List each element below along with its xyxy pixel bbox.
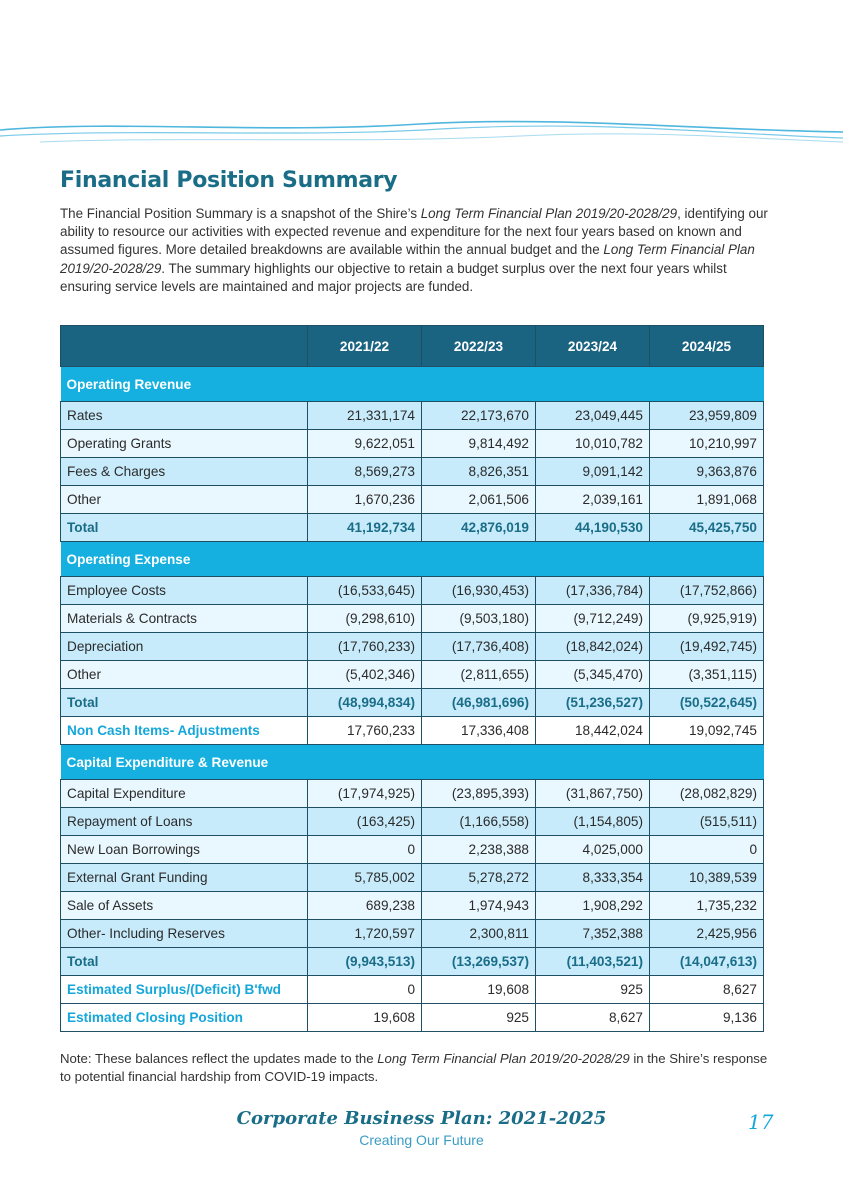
row-label: Non Cash Items- Adjustments bbox=[61, 717, 308, 745]
row-value: (28,082,829) bbox=[650, 780, 764, 808]
row-value: 2,425,956 bbox=[650, 920, 764, 948]
header-blank-cell bbox=[61, 326, 308, 367]
row-value: (46,981,696) bbox=[422, 689, 536, 717]
row-label: External Grant Funding bbox=[61, 864, 308, 892]
table-row bbox=[61, 633, 764, 661]
row-value: 17,336,408 bbox=[422, 717, 536, 745]
table-header-row bbox=[61, 326, 764, 367]
section-label: Capital Expenditure & Revenue bbox=[61, 745, 764, 780]
row-value: (9,943,513) bbox=[308, 948, 422, 976]
plan-name-italic: Long Term Financial Plan 2019/20-2028/29 bbox=[60, 242, 755, 276]
row-value: 21,331,174 bbox=[308, 402, 422, 430]
row-value: 2,039,161 bbox=[536, 486, 650, 514]
year-header: 2023/24 bbox=[536, 326, 650, 367]
noncash-row bbox=[61, 717, 764, 745]
row-value: 8,627 bbox=[536, 1004, 650, 1032]
header-wave-decoration bbox=[0, 112, 843, 162]
table-row bbox=[61, 661, 764, 689]
section-operating-expense bbox=[61, 542, 764, 577]
row-value: (5,402,346) bbox=[308, 661, 422, 689]
row-value: (1,166,558) bbox=[422, 808, 536, 836]
row-value: (5,345,470) bbox=[536, 661, 650, 689]
total-row bbox=[61, 689, 764, 717]
row-value: (13,269,537) bbox=[422, 948, 536, 976]
row-label: Operating Grants bbox=[61, 430, 308, 458]
row-value: (9,925,919) bbox=[650, 605, 764, 633]
row-value: 5,278,272 bbox=[422, 864, 536, 892]
row-label: Other- Including Reserves bbox=[61, 920, 308, 948]
row-value: (19,492,745) bbox=[650, 633, 764, 661]
table-row bbox=[61, 430, 764, 458]
table-row bbox=[61, 892, 764, 920]
row-value: 8,569,273 bbox=[308, 458, 422, 486]
row-value: (1,154,805) bbox=[536, 808, 650, 836]
row-value: 44,190,530 bbox=[536, 514, 650, 542]
row-label: Fees & Charges bbox=[61, 458, 308, 486]
row-label: Estimated Closing Position bbox=[61, 1004, 308, 1032]
table-row bbox=[61, 808, 764, 836]
row-value: 10,210,997 bbox=[650, 430, 764, 458]
row-value: (16,930,453) bbox=[422, 577, 536, 605]
surplus-bfwd-row bbox=[61, 976, 764, 1004]
row-value: 8,627 bbox=[650, 976, 764, 1004]
year-header: 2022/23 bbox=[422, 326, 536, 367]
table-row bbox=[61, 836, 764, 864]
row-value: 2,300,811 bbox=[422, 920, 536, 948]
row-value: 925 bbox=[422, 1004, 536, 1032]
row-value: 18,442,024 bbox=[536, 717, 650, 745]
row-value: (9,503,180) bbox=[422, 605, 536, 633]
row-label: Capital Expenditure bbox=[61, 780, 308, 808]
row-value: (17,752,866) bbox=[650, 577, 764, 605]
row-label: Other bbox=[61, 486, 308, 514]
row-value: 9,622,051 bbox=[308, 430, 422, 458]
intro-paragraph: The Financial Position Summary is a snapshot of the Shire’s Long Term Financial Plan 2019/20-2028/29, identifying our ability to resource our activities with expected revenue and expenditure for the next four years based on known and assumed figures. More detailed breakdowns are available within the annual budget and the Long Term Financial Plan 2019/20-2028/29. The summary highlights our objective to retain a budget surplus over the next four years whilst ensuring service levels are maintained and major projects are funded. bbox=[60, 206, 768, 294]
row-value: (48,994,834) bbox=[308, 689, 422, 717]
row-value: 23,049,445 bbox=[536, 402, 650, 430]
row-label: New Loan Borrowings bbox=[61, 836, 308, 864]
row-value: 5,785,002 bbox=[308, 864, 422, 892]
row-value: 1,720,597 bbox=[308, 920, 422, 948]
row-value: 9,363,876 bbox=[650, 458, 764, 486]
table-row bbox=[61, 402, 764, 430]
row-label: Sale of Assets bbox=[61, 892, 308, 920]
row-value: (3,351,115) bbox=[650, 661, 764, 689]
row-label: Total bbox=[61, 948, 308, 976]
row-value: 0 bbox=[308, 836, 422, 864]
row-value: 10,010,782 bbox=[536, 430, 650, 458]
row-value: (17,974,925) bbox=[308, 780, 422, 808]
row-label: Rates bbox=[61, 402, 308, 430]
row-value: 23,959,809 bbox=[650, 402, 764, 430]
closing-position-row bbox=[61, 1004, 764, 1032]
footer-subtitle: Creating Our Future bbox=[359, 1132, 484, 1148]
row-label: Repayment of Loans bbox=[61, 808, 308, 836]
row-value: 19,608 bbox=[308, 1004, 422, 1032]
section-label: Operating Revenue bbox=[61, 367, 764, 402]
row-value: (17,760,233) bbox=[308, 633, 422, 661]
row-value: (17,736,408) bbox=[422, 633, 536, 661]
row-value: 0 bbox=[650, 836, 764, 864]
row-value: 19,608 bbox=[422, 976, 536, 1004]
year-header: 2024/25 bbox=[650, 326, 764, 367]
row-label: Total bbox=[61, 514, 308, 542]
note-paragraph: Note: These balances reflect the updates made to the Long Term Financial Plan 2019/20-2028/29 in the Shire’s response to potential financial hardship from COVID-19 impacts. bbox=[60, 1051, 768, 1084]
row-label: Employee Costs bbox=[61, 577, 308, 605]
row-value: 2,238,388 bbox=[422, 836, 536, 864]
row-value: 10,389,539 bbox=[650, 864, 764, 892]
table-row bbox=[61, 486, 764, 514]
year-header: 2021/22 bbox=[308, 326, 422, 367]
row-value: (11,403,521) bbox=[536, 948, 650, 976]
row-value: 925 bbox=[536, 976, 650, 1004]
row-value: 1,974,943 bbox=[422, 892, 536, 920]
row-value: 9,136 bbox=[650, 1004, 764, 1032]
table-row bbox=[61, 605, 764, 633]
row-value: 17,760,233 bbox=[308, 717, 422, 745]
row-label: Materials & Contracts bbox=[61, 605, 308, 633]
row-value: (515,511) bbox=[650, 808, 764, 836]
row-value: (9,298,610) bbox=[308, 605, 422, 633]
row-value: 689,238 bbox=[308, 892, 422, 920]
page-number: 17 bbox=[748, 1110, 774, 1134]
row-value: 1,670,236 bbox=[308, 486, 422, 514]
row-value: 41,192,734 bbox=[308, 514, 422, 542]
total-row bbox=[61, 514, 764, 542]
row-value: 9,814,492 bbox=[422, 430, 536, 458]
row-label: Total bbox=[61, 689, 308, 717]
section-label: Operating Expense bbox=[61, 542, 764, 577]
row-value: 1,891,068 bbox=[650, 486, 764, 514]
section-operating-revenue bbox=[61, 367, 764, 402]
row-label: Estimated Surplus/(Deficit) B'fwd bbox=[61, 976, 308, 1004]
row-value: 1,735,232 bbox=[650, 892, 764, 920]
financial-summary-table bbox=[60, 325, 764, 1032]
table-row bbox=[61, 920, 764, 948]
row-value: (18,842,024) bbox=[536, 633, 650, 661]
row-value: (17,336,784) bbox=[536, 577, 650, 605]
footer-plan-title: Corporate Business Plan: 2021-2025 bbox=[236, 1108, 607, 1129]
plan-name-italic: Long Term Financial Plan 2019/20-2028/29 bbox=[377, 1051, 630, 1066]
total-row bbox=[61, 948, 764, 976]
row-value: 0 bbox=[308, 976, 422, 1004]
section-capital-expenditure bbox=[61, 745, 764, 780]
row-value: (2,811,655) bbox=[422, 661, 536, 689]
row-value: (9,712,249) bbox=[536, 605, 650, 633]
row-value: (163,425) bbox=[308, 808, 422, 836]
row-value: 42,876,019 bbox=[422, 514, 536, 542]
row-value: 8,826,351 bbox=[422, 458, 536, 486]
row-value: 2,061,506 bbox=[422, 486, 536, 514]
row-value: (31,867,750) bbox=[536, 780, 650, 808]
row-value: (23,895,393) bbox=[422, 780, 536, 808]
page-title: Financial Position Summary bbox=[60, 168, 398, 193]
row-value: (16,533,645) bbox=[308, 577, 422, 605]
row-value: 1,908,292 bbox=[536, 892, 650, 920]
plan-name-italic: Long Term Financial Plan 2019/20-2028/29 bbox=[420, 206, 678, 221]
row-value: 22,173,670 bbox=[422, 402, 536, 430]
row-value: 8,333,354 bbox=[536, 864, 650, 892]
row-label: Depreciation bbox=[61, 633, 308, 661]
table-row bbox=[61, 864, 764, 892]
row-value: 4,025,000 bbox=[536, 836, 650, 864]
row-value: 45,425,750 bbox=[650, 514, 764, 542]
table-row bbox=[61, 577, 764, 605]
table-row bbox=[61, 780, 764, 808]
row-value: (14,047,613) bbox=[650, 948, 764, 976]
row-value: 9,091,142 bbox=[536, 458, 650, 486]
row-value: 7,352,388 bbox=[536, 920, 650, 948]
row-label: Other bbox=[61, 661, 308, 689]
table-row bbox=[61, 458, 764, 486]
row-value: 19,092,745 bbox=[650, 717, 764, 745]
row-value: (50,522,645) bbox=[650, 689, 764, 717]
row-value: (51,236,527) bbox=[536, 689, 650, 717]
